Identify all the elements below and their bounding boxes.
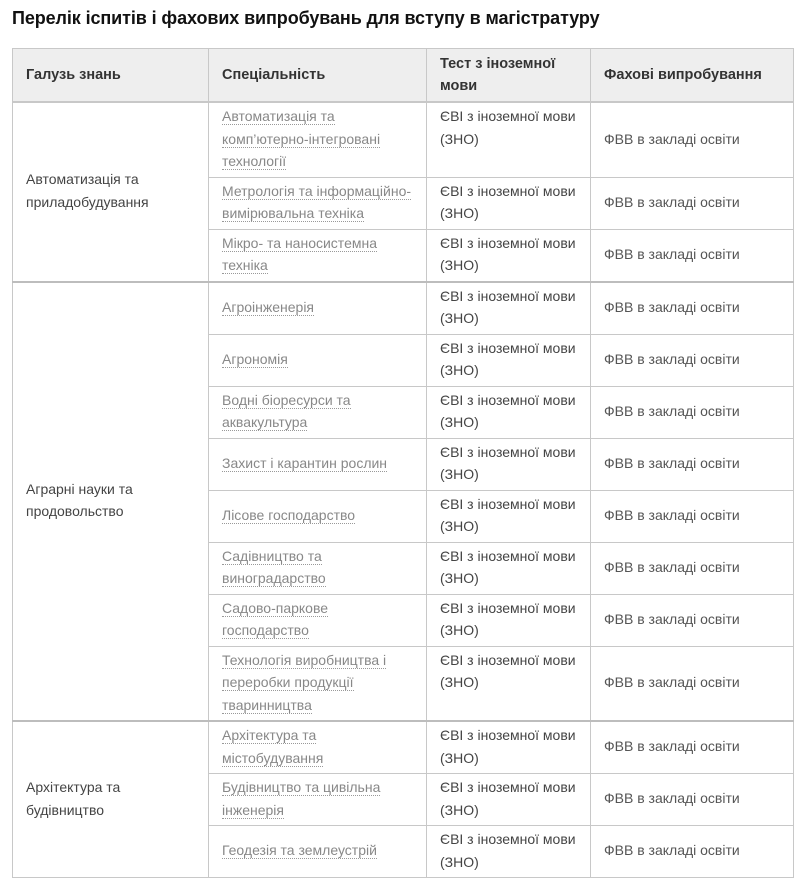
specialty-cell bbox=[209, 721, 427, 774]
professional-exam-cell: ФВВ в закладі освіти bbox=[591, 438, 794, 490]
specialty-cell bbox=[209, 490, 427, 542]
header-language-test: Тест з іноземної мови bbox=[427, 49, 591, 103]
language-test-cell: ЄВІ з іноземної мови (ЗНО) bbox=[427, 594, 591, 646]
specialty-link[interactable]: Садово-паркове господарство bbox=[222, 599, 329, 638]
header-row bbox=[13, 49, 794, 103]
specialty-cell bbox=[209, 386, 427, 438]
header-professional-exam: Фахові випробування bbox=[591, 49, 794, 103]
professional-exam-cell: ФВВ в закладі освіти bbox=[591, 177, 794, 229]
language-test-cell: ЄВІ з іноземної мови (ЗНО) bbox=[427, 334, 591, 386]
professional-exam-cell: ФВВ в закладі освіти bbox=[591, 490, 794, 542]
specialty-link[interactable]: Захист і карантин рослин bbox=[222, 454, 388, 471]
specialty-link[interactable]: Мікро- та наносистемна техніка bbox=[222, 234, 377, 273]
specialty-cell bbox=[209, 282, 427, 335]
specialty-link[interactable]: Агроінженерія bbox=[222, 298, 315, 315]
specialty-link[interactable]: Лісове господарство bbox=[222, 506, 356, 523]
specialty-link[interactable]: Будівництво та цивільна інженерія bbox=[222, 779, 381, 818]
professional-exam-cell: ФВВ в закладі освіти bbox=[591, 334, 794, 386]
professional-exam-cell: ФВВ в закладі освіти bbox=[591, 282, 794, 335]
branch-cell: Автоматизація та приладобудування bbox=[13, 102, 209, 282]
language-test-cell: ЄВІ з іноземної мови (ЗНО) bbox=[427, 646, 591, 721]
language-test-cell: ЄВІ з іноземної мови (ЗНО) bbox=[427, 438, 591, 490]
specialty-link[interactable]: Водні біоресурси та аквакультура bbox=[222, 391, 351, 430]
professional-exam-cell: ФВВ в закладі освіти bbox=[591, 721, 794, 774]
specialty-cell bbox=[209, 229, 427, 282]
exams-table bbox=[12, 48, 794, 878]
table-row bbox=[13, 721, 794, 774]
table-row bbox=[13, 102, 794, 177]
professional-exam-cell: ФВВ в закладі освіти bbox=[591, 386, 794, 438]
specialty-cell bbox=[209, 438, 427, 490]
branch-cell: Аграрні науки та продовольство bbox=[13, 282, 209, 722]
specialty-link[interactable]: Садівництво та виноградарство bbox=[222, 547, 326, 586]
language-test-cell: ЄВІ з іноземної мови (ЗНО) bbox=[427, 542, 591, 594]
table-row bbox=[13, 282, 794, 335]
specialty-cell bbox=[209, 826, 427, 878]
header-specialty: Спеціальність bbox=[209, 49, 427, 103]
professional-exam-cell: ФВВ в закладі освіти bbox=[591, 102, 794, 177]
professional-exam-cell: ФВВ в закладі освіти bbox=[591, 594, 794, 646]
branch-cell: Архітектура та будівництво bbox=[13, 721, 209, 878]
specialty-cell bbox=[209, 177, 427, 229]
language-test-cell: ЄВІ з іноземної мови (ЗНО) bbox=[427, 826, 591, 878]
language-test-cell: ЄВІ з іноземної мови (ЗНО) bbox=[427, 282, 591, 335]
specialty-link[interactable]: Геодезія та землеустрій bbox=[222, 842, 377, 859]
specialty-cell bbox=[209, 334, 427, 386]
professional-exam-cell: ФВВ в закладі освіти bbox=[591, 229, 794, 282]
professional-exam-cell: ФВВ в закладі освіти bbox=[591, 826, 794, 878]
specialty-cell bbox=[209, 646, 427, 721]
specialty-link[interactable]: Метрологія та інформаційно-вимірювальна техніка bbox=[222, 182, 412, 221]
specialty-cell bbox=[209, 542, 427, 594]
page-title: Перелік іспитів і фахових випробувань для вступу в магістратуру bbox=[12, 8, 600, 28]
professional-exam-cell: ФВВ в закладі освіти bbox=[591, 542, 794, 594]
language-test-cell: ЄВІ з іноземної мови (ЗНО) bbox=[427, 721, 591, 774]
professional-exam-cell: ФВВ в закладі освіти bbox=[591, 646, 794, 721]
table-header bbox=[13, 49, 794, 103]
specialty-link[interactable]: Автоматизація та комп’ютерно-інтегровані технології bbox=[222, 108, 381, 169]
specialty-cell bbox=[209, 774, 427, 826]
language-test-cell: ЄВІ з іноземної мови (ЗНО) bbox=[427, 177, 591, 229]
language-test-cell: ЄВІ з іноземної мови (ЗНО) bbox=[427, 229, 591, 282]
header-branch: Галузь знань bbox=[13, 49, 209, 103]
language-test-cell: ЄВІ з іноземної мови (ЗНО) bbox=[427, 490, 591, 542]
table-body bbox=[13, 102, 794, 878]
language-test-cell: ЄВІ з іноземної мови (ЗНО) bbox=[427, 774, 591, 826]
specialty-cell bbox=[209, 594, 427, 646]
specialty-link[interactable]: Технологія виробництва і переробки продукції тваринництва bbox=[222, 651, 387, 713]
professional-exam-cell: ФВВ в закладі освіти bbox=[591, 774, 794, 826]
specialty-link[interactable]: Агрономія bbox=[222, 350, 288, 367]
specialty-cell bbox=[209, 102, 427, 177]
language-test-cell: ЄВІ з іноземної мови (ЗНО) bbox=[427, 102, 591, 177]
language-test-cell: ЄВІ з іноземної мови (ЗНО) bbox=[427, 386, 591, 438]
specialty-link[interactable]: Архітектура та містобудування bbox=[222, 727, 324, 766]
